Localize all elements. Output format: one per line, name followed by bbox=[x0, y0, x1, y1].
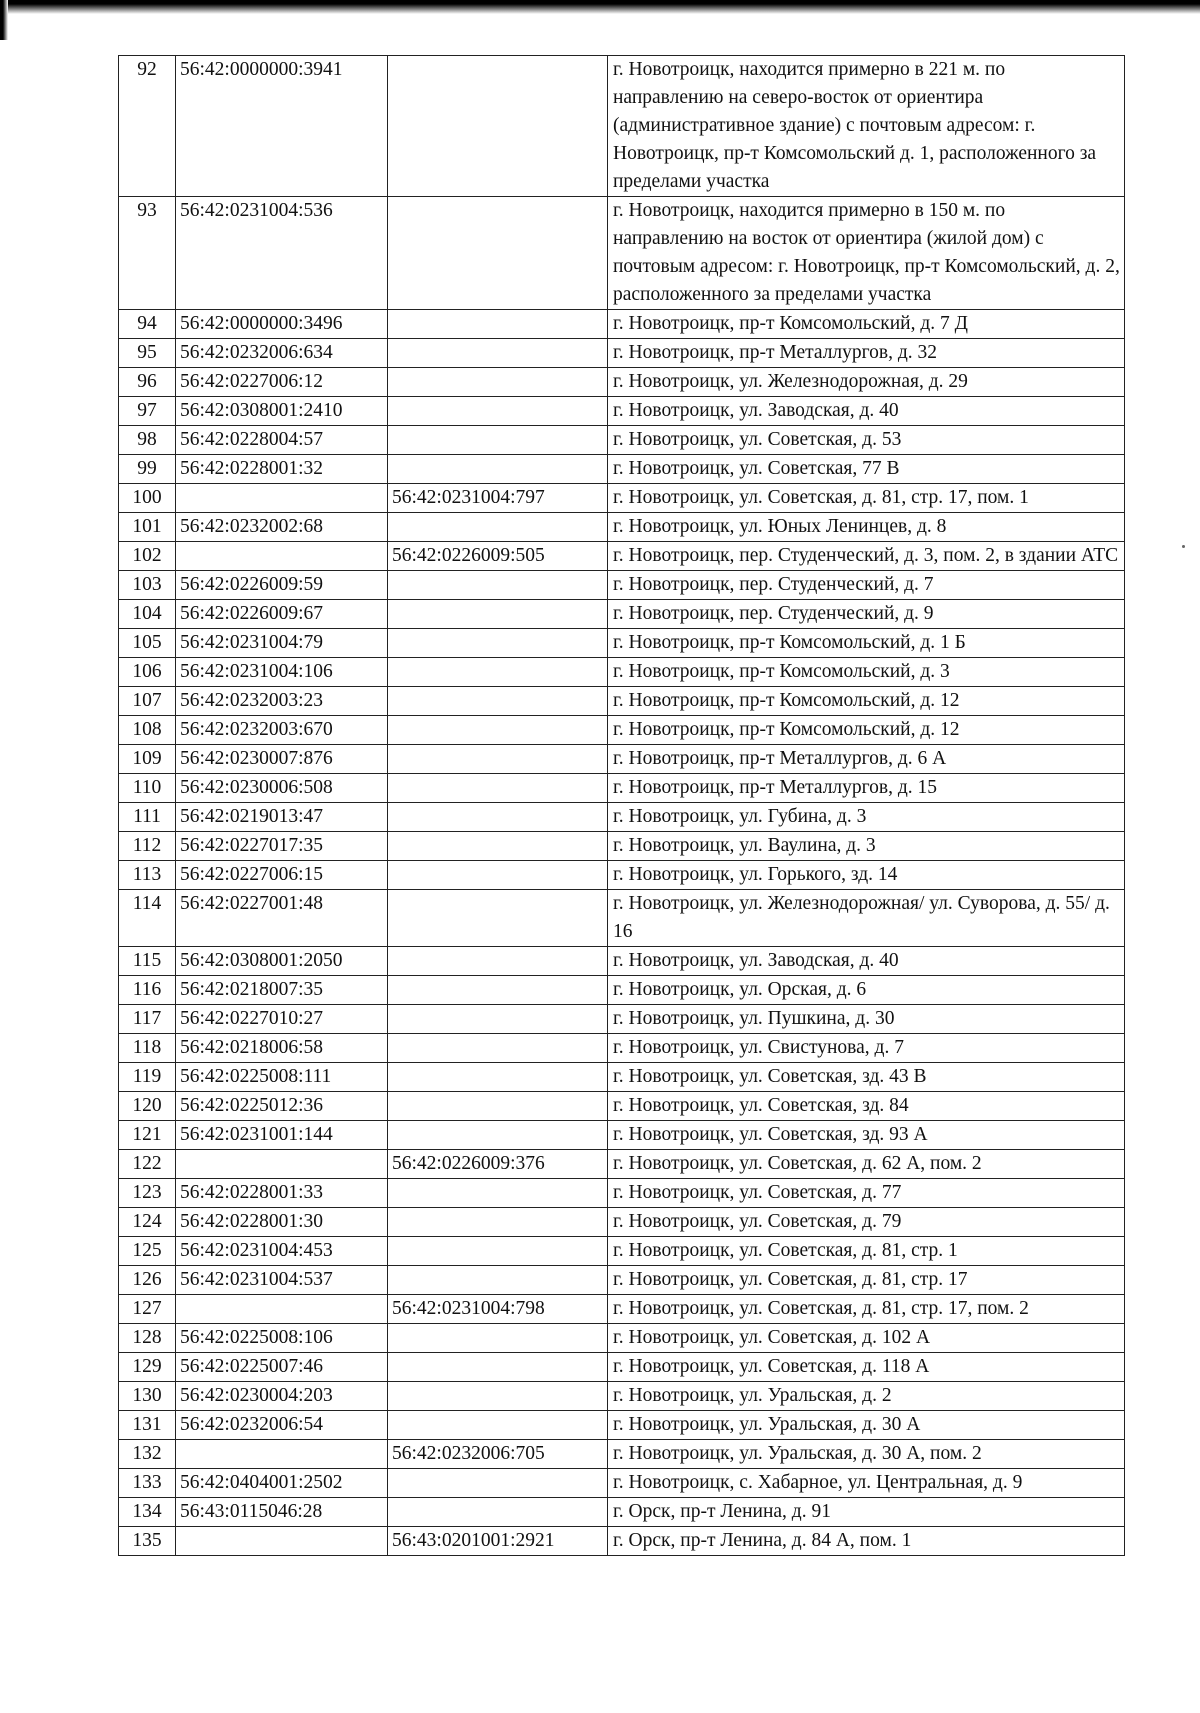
table-row bbox=[119, 542, 1125, 571]
building-cadastral-number-cell bbox=[388, 1411, 608, 1440]
row-number-cell: 130 bbox=[119, 1382, 176, 1411]
row-number-cell: 106 bbox=[119, 658, 176, 687]
table-row bbox=[119, 426, 1125, 455]
row-number-cell: 109 bbox=[119, 745, 176, 774]
row-number-cell: 111 bbox=[119, 803, 176, 832]
row-number-cell: 132 bbox=[119, 1440, 176, 1469]
cadastral-number-cell: 56:42:0232003:670 bbox=[176, 716, 388, 745]
building-cadastral-number-cell bbox=[388, 455, 608, 484]
cadastral-number-cell: 56:42:0228004:57 bbox=[176, 426, 388, 455]
cadastral-number-cell: 56:42:0226009:67 bbox=[176, 600, 388, 629]
address-cell: г. Новотроицк, пер. Студенческий, д. 9 bbox=[608, 600, 1125, 629]
row-number-cell: 123 bbox=[119, 1179, 176, 1208]
table-row bbox=[119, 1469, 1125, 1498]
address-cell: г. Новотроицк, ул. Железнодорожная, д. 29 bbox=[608, 368, 1125, 397]
building-cadastral-number-cell bbox=[388, 339, 608, 368]
table-row bbox=[119, 716, 1125, 745]
row-number-cell: 95 bbox=[119, 339, 176, 368]
cadastral-number-cell: 56:42:0226009:59 bbox=[176, 571, 388, 600]
row-number-cell: 134 bbox=[119, 1498, 176, 1527]
cadastral-number-cell bbox=[176, 542, 388, 571]
address-cell: г. Новотроицк, ул. Юных Ленинцев, д. 8 bbox=[608, 513, 1125, 542]
cadastral-number-cell: 56:42:0308001:2410 bbox=[176, 397, 388, 426]
table-row bbox=[119, 687, 1125, 716]
cadastral-number-cell bbox=[176, 1295, 388, 1324]
address-cell: г. Новотроицк, пр-т Комсомольский, д. 12 bbox=[608, 716, 1125, 745]
scan-speck bbox=[1182, 545, 1185, 548]
cadastral-number-cell bbox=[176, 1440, 388, 1469]
address-cell: г. Новотроицк, ул. Советская, д. 62 А, пом. 2 bbox=[608, 1150, 1125, 1179]
row-number-cell: 114 bbox=[119, 890, 176, 947]
scan-edge-shadow bbox=[0, 0, 1200, 14]
row-number-cell: 118 bbox=[119, 1034, 176, 1063]
row-number-cell: 115 bbox=[119, 947, 176, 976]
table-row bbox=[119, 1237, 1125, 1266]
building-cadastral-number-cell bbox=[388, 1005, 608, 1034]
row-number-cell: 103 bbox=[119, 571, 176, 600]
cadastral-number-cell: 56:42:0231004:537 bbox=[176, 1266, 388, 1295]
table-row bbox=[119, 368, 1125, 397]
building-cadastral-number-cell bbox=[388, 397, 608, 426]
cadastral-number-cell: 56:42:0228001:30 bbox=[176, 1208, 388, 1237]
cadastral-number-cell bbox=[176, 1150, 388, 1179]
building-cadastral-number-cell bbox=[388, 832, 608, 861]
scan-corner-shadow bbox=[0, 0, 8, 40]
table-row bbox=[119, 1382, 1125, 1411]
cadastral-number-cell: 56:42:0232003:23 bbox=[176, 687, 388, 716]
cadastral-number-cell: 56:42:0000000:3496 bbox=[176, 310, 388, 339]
building-cadastral-number-cell bbox=[388, 1092, 608, 1121]
building-cadastral-number-cell bbox=[388, 1353, 608, 1382]
address-cell: г. Новотроицк, пр-т Металлургов, д. 6 А bbox=[608, 745, 1125, 774]
table-row bbox=[119, 571, 1125, 600]
address-cell: г. Новотроицк, ул. Пушкина, д. 30 bbox=[608, 1005, 1125, 1034]
address-cell: г. Новотроицк, ул. Советская, д. 81, стр. 1 bbox=[608, 1237, 1125, 1266]
address-cell: г. Новотроицк, ул. Советская, д. 118 А bbox=[608, 1353, 1125, 1382]
address-cell: г. Новотроицк, ул. Горького, зд. 14 bbox=[608, 861, 1125, 890]
building-cadastral-number-cell: 56:43:0201001:2921 bbox=[388, 1527, 608, 1556]
address-cell: г. Новотроицк, ул. Уральская, д. 30 А bbox=[608, 1411, 1125, 1440]
address-cell: г. Новотроицк, ул. Советская, зд. 84 bbox=[608, 1092, 1125, 1121]
address-cell: г. Новотроицк, ул. Советская, д. 53 bbox=[608, 426, 1125, 455]
address-cell: г. Новотроицк, ул. Советская, д. 102 А bbox=[608, 1324, 1125, 1353]
cadastral-number-cell: 56:42:0227010:27 bbox=[176, 1005, 388, 1034]
building-cadastral-number-cell bbox=[388, 629, 608, 658]
document-page bbox=[118, 55, 1124, 1556]
row-number-cell: 92 bbox=[119, 56, 176, 197]
row-number-cell: 124 bbox=[119, 1208, 176, 1237]
address-cell: г. Новотроицк, пр-т Комсомольский, д. 3 bbox=[608, 658, 1125, 687]
cadastral-number-cell: 56:42:0231004:453 bbox=[176, 1237, 388, 1266]
table-row bbox=[119, 1324, 1125, 1353]
address-cell: г. Новотроицк, ул. Уральская, д. 2 bbox=[608, 1382, 1125, 1411]
table-row bbox=[119, 1063, 1125, 1092]
building-cadastral-number-cell bbox=[388, 1266, 608, 1295]
cadastral-number-cell: 56:42:0218006:58 bbox=[176, 1034, 388, 1063]
building-cadastral-number-cell bbox=[388, 976, 608, 1005]
cadastral-number-cell: 56:42:0225008:106 bbox=[176, 1324, 388, 1353]
address-cell: г. Новотроицк, ул. Заводская, д. 40 bbox=[608, 947, 1125, 976]
row-number-cell: 122 bbox=[119, 1150, 176, 1179]
table-row bbox=[119, 1353, 1125, 1382]
address-cell: г. Новотроицк, пер. Студенческий, д. 3, пом. 2, в здании АТС bbox=[608, 542, 1125, 571]
cadastral-number-cell: 56:42:0228001:32 bbox=[176, 455, 388, 484]
building-cadastral-number-cell: 56:42:0231004:798 bbox=[388, 1295, 608, 1324]
cadastral-number-cell: 56:42:0232002:68 bbox=[176, 513, 388, 542]
building-cadastral-number-cell bbox=[388, 368, 608, 397]
address-cell: г. Орск, пр-т Ленина, д. 91 bbox=[608, 1498, 1125, 1527]
building-cadastral-number-cell bbox=[388, 1034, 608, 1063]
table-row bbox=[119, 1295, 1125, 1324]
address-cell: г. Новотроицк, пр-т Металлургов, д. 15 bbox=[608, 774, 1125, 803]
address-cell: г. Новотроицк, ул. Свистунова, д. 7 bbox=[608, 1034, 1125, 1063]
row-number-cell: 97 bbox=[119, 397, 176, 426]
building-cadastral-number-cell bbox=[388, 197, 608, 310]
row-number-cell: 107 bbox=[119, 687, 176, 716]
address-cell: г. Новотроицк, ул. Ваулина, д. 3 bbox=[608, 832, 1125, 861]
address-cell: г. Новотроицк, находится примерно в 221 м. по направлению на северо-восток от ориентира (административное здание) с почтовым адресом: г. Новотроицк, пр-т Комсомольский д. 1, расположенного за пределами участка bbox=[608, 56, 1125, 197]
building-cadastral-number-cell bbox=[388, 861, 608, 890]
cadastral-number-cell: 56:42:0225008:111 bbox=[176, 1063, 388, 1092]
building-cadastral-number-cell bbox=[388, 1208, 608, 1237]
building-cadastral-number-cell bbox=[388, 1121, 608, 1150]
cadastral-number-cell bbox=[176, 1527, 388, 1556]
row-number-cell: 93 bbox=[119, 197, 176, 310]
row-number-cell: 94 bbox=[119, 310, 176, 339]
building-cadastral-number-cell bbox=[388, 1237, 608, 1266]
cadastral-number-cell: 56:42:0404001:2502 bbox=[176, 1469, 388, 1498]
row-number-cell: 135 bbox=[119, 1527, 176, 1556]
building-cadastral-number-cell bbox=[388, 803, 608, 832]
address-cell: г. Новотроицк, ул. Советская, д. 79 bbox=[608, 1208, 1125, 1237]
table-row bbox=[119, 861, 1125, 890]
cadastral-number-cell: 56:42:0228001:33 bbox=[176, 1179, 388, 1208]
table-row bbox=[119, 1005, 1125, 1034]
row-number-cell: 102 bbox=[119, 542, 176, 571]
cadastral-number-cell: 56:42:0227006:15 bbox=[176, 861, 388, 890]
building-cadastral-number-cell bbox=[388, 658, 608, 687]
address-cell: г. Новотроицк, ул. Советская, 77 В bbox=[608, 455, 1125, 484]
cadastral-number-cell: 56:42:0219013:47 bbox=[176, 803, 388, 832]
row-number-cell: 120 bbox=[119, 1092, 176, 1121]
cadastral-number-cell: 56:42:0230006:508 bbox=[176, 774, 388, 803]
row-number-cell: 129 bbox=[119, 1353, 176, 1382]
address-cell: г. Орск, пр-т Ленина, д. 84 А, пом. 1 bbox=[608, 1527, 1125, 1556]
table-row bbox=[119, 484, 1125, 513]
table-row bbox=[119, 1411, 1125, 1440]
table-row bbox=[119, 774, 1125, 803]
row-number-cell: 110 bbox=[119, 774, 176, 803]
address-cell: г. Новотроицк, ул. Советская, зд. 43 В bbox=[608, 1063, 1125, 1092]
address-cell: г. Новотроицк, ул. Советская, д. 81, стр. 17 bbox=[608, 1266, 1125, 1295]
building-cadastral-number-cell: 56:42:0231004:797 bbox=[388, 484, 608, 513]
table-row bbox=[119, 947, 1125, 976]
land-plots-table bbox=[118, 55, 1125, 1556]
cadastral-number-cell: 56:42:0218007:35 bbox=[176, 976, 388, 1005]
row-number-cell: 113 bbox=[119, 861, 176, 890]
table-row bbox=[119, 56, 1125, 197]
address-cell: г. Новотроицк, ул. Орская, д. 6 bbox=[608, 976, 1125, 1005]
table-row bbox=[119, 1150, 1125, 1179]
building-cadastral-number-cell: 56:42:0226009:505 bbox=[388, 542, 608, 571]
table-row bbox=[119, 658, 1125, 687]
cadastral-number-cell: 56:42:0232006:54 bbox=[176, 1411, 388, 1440]
address-cell: г. Новотроицк, пр-т Комсомольский, д. 7 Д bbox=[608, 310, 1125, 339]
row-number-cell: 100 bbox=[119, 484, 176, 513]
building-cadastral-number-cell: 56:42:0226009:376 bbox=[388, 1150, 608, 1179]
table-row bbox=[119, 890, 1125, 947]
address-cell: г. Новотроицк, пер. Студенческий, д. 7 bbox=[608, 571, 1125, 600]
table-row bbox=[119, 513, 1125, 542]
building-cadastral-number-cell bbox=[388, 56, 608, 197]
table-row bbox=[119, 1266, 1125, 1295]
cadastral-number-cell: 56:42:0227001:48 bbox=[176, 890, 388, 947]
cadastral-number-cell: 56:42:0225012:36 bbox=[176, 1092, 388, 1121]
cadastral-number-cell: 56:42:0227006:12 bbox=[176, 368, 388, 397]
address-cell: г. Новотроицк, ул. Советская, д. 77 bbox=[608, 1179, 1125, 1208]
address-cell: г. Новотроицк, пр-т Комсомольский, д. 1 Б bbox=[608, 629, 1125, 658]
row-number-cell: 131 bbox=[119, 1411, 176, 1440]
row-number-cell: 101 bbox=[119, 513, 176, 542]
table-row bbox=[119, 803, 1125, 832]
table-row bbox=[119, 1527, 1125, 1556]
cadastral-number-cell: 56:42:0231004:79 bbox=[176, 629, 388, 658]
address-cell: г. Новотроицк, пр-т Металлургов, д. 32 bbox=[608, 339, 1125, 368]
row-number-cell: 105 bbox=[119, 629, 176, 658]
table-row bbox=[119, 339, 1125, 368]
row-number-cell: 125 bbox=[119, 1237, 176, 1266]
building-cadastral-number-cell bbox=[388, 1324, 608, 1353]
row-number-cell: 104 bbox=[119, 600, 176, 629]
building-cadastral-number-cell bbox=[388, 1179, 608, 1208]
table-row bbox=[119, 455, 1125, 484]
row-number-cell: 112 bbox=[119, 832, 176, 861]
cadastral-number-cell bbox=[176, 484, 388, 513]
address-cell: г. Новотроицк, ул. Железнодорожная/ ул. Суворова, д. 55/ д. 16 bbox=[608, 890, 1125, 947]
table-row bbox=[119, 1179, 1125, 1208]
row-number-cell: 116 bbox=[119, 976, 176, 1005]
table-row bbox=[119, 1034, 1125, 1063]
cadastral-number-cell: 56:42:0308001:2050 bbox=[176, 947, 388, 976]
row-number-cell: 108 bbox=[119, 716, 176, 745]
building-cadastral-number-cell bbox=[388, 1469, 608, 1498]
row-number-cell: 126 bbox=[119, 1266, 176, 1295]
table-row bbox=[119, 1498, 1125, 1527]
table-row bbox=[119, 976, 1125, 1005]
building-cadastral-number-cell bbox=[388, 947, 608, 976]
building-cadastral-number-cell bbox=[388, 1063, 608, 1092]
table-row bbox=[119, 1208, 1125, 1237]
address-cell: г. Новотроицк, с. Хабарное, ул. Центральная, д. 9 bbox=[608, 1469, 1125, 1498]
building-cadastral-number-cell bbox=[388, 600, 608, 629]
table-row bbox=[119, 745, 1125, 774]
table-row bbox=[119, 1440, 1125, 1469]
table-body bbox=[119, 56, 1125, 1556]
building-cadastral-number-cell bbox=[388, 774, 608, 803]
row-number-cell: 98 bbox=[119, 426, 176, 455]
address-cell: г. Новотроицк, ул. Заводская, д. 40 bbox=[608, 397, 1125, 426]
building-cadastral-number-cell bbox=[388, 571, 608, 600]
address-cell: г. Новотроицк, ул. Губина, д. 3 bbox=[608, 803, 1125, 832]
address-cell: г. Новотроицк, находится примерно в 150 м. по направлению на восток от ориентира (жилой дом) с почтовым адресом: г. Новотроицк, пр-т Комсомольский, д. 2, расположенного за пределами участка bbox=[608, 197, 1125, 310]
row-number-cell: 127 bbox=[119, 1295, 176, 1324]
cadastral-number-cell: 56:42:0230007:876 bbox=[176, 745, 388, 774]
building-cadastral-number-cell: 56:42:0232006:705 bbox=[388, 1440, 608, 1469]
building-cadastral-number-cell bbox=[388, 687, 608, 716]
cadastral-number-cell: 56:42:0231004:536 bbox=[176, 197, 388, 310]
row-number-cell: 117 bbox=[119, 1005, 176, 1034]
table-row bbox=[119, 600, 1125, 629]
row-number-cell: 133 bbox=[119, 1469, 176, 1498]
building-cadastral-number-cell bbox=[388, 513, 608, 542]
address-cell: г. Новотроицк, ул. Советская, д. 81, стр. 17, пом. 1 bbox=[608, 484, 1125, 513]
building-cadastral-number-cell bbox=[388, 716, 608, 745]
cadastral-number-cell: 56:42:0232006:634 bbox=[176, 339, 388, 368]
row-number-cell: 128 bbox=[119, 1324, 176, 1353]
building-cadastral-number-cell bbox=[388, 1498, 608, 1527]
cadastral-number-cell: 56:42:0231001:144 bbox=[176, 1121, 388, 1150]
table-row bbox=[119, 310, 1125, 339]
row-number-cell: 96 bbox=[119, 368, 176, 397]
building-cadastral-number-cell bbox=[388, 890, 608, 947]
building-cadastral-number-cell bbox=[388, 1382, 608, 1411]
cadastral-number-cell: 56:42:0230004:203 bbox=[176, 1382, 388, 1411]
cadastral-number-cell: 56:43:0115046:28 bbox=[176, 1498, 388, 1527]
row-number-cell: 121 bbox=[119, 1121, 176, 1150]
table-row bbox=[119, 397, 1125, 426]
building-cadastral-number-cell bbox=[388, 745, 608, 774]
cadastral-number-cell: 56:42:0225007:46 bbox=[176, 1353, 388, 1382]
address-cell: г. Новотроицк, ул. Уральская, д. 30 А, пом. 2 bbox=[608, 1440, 1125, 1469]
table-row bbox=[119, 629, 1125, 658]
address-cell: г. Новотроицк, ул. Советская, зд. 93 А bbox=[608, 1121, 1125, 1150]
address-cell: г. Новотроицк, пр-т Комсомольский, д. 12 bbox=[608, 687, 1125, 716]
building-cadastral-number-cell bbox=[388, 310, 608, 339]
row-number-cell: 119 bbox=[119, 1063, 176, 1092]
table-row bbox=[119, 1092, 1125, 1121]
cadastral-number-cell: 56:42:0231004:106 bbox=[176, 658, 388, 687]
row-number-cell: 99 bbox=[119, 455, 176, 484]
address-cell: г. Новотроицк, ул. Советская, д. 81, стр. 17, пом. 2 bbox=[608, 1295, 1125, 1324]
table-row bbox=[119, 832, 1125, 861]
table-row bbox=[119, 1121, 1125, 1150]
cadastral-number-cell: 56:42:0000000:3941 bbox=[176, 56, 388, 197]
table-row bbox=[119, 197, 1125, 310]
building-cadastral-number-cell bbox=[388, 426, 608, 455]
cadastral-number-cell: 56:42:0227017:35 bbox=[176, 832, 388, 861]
